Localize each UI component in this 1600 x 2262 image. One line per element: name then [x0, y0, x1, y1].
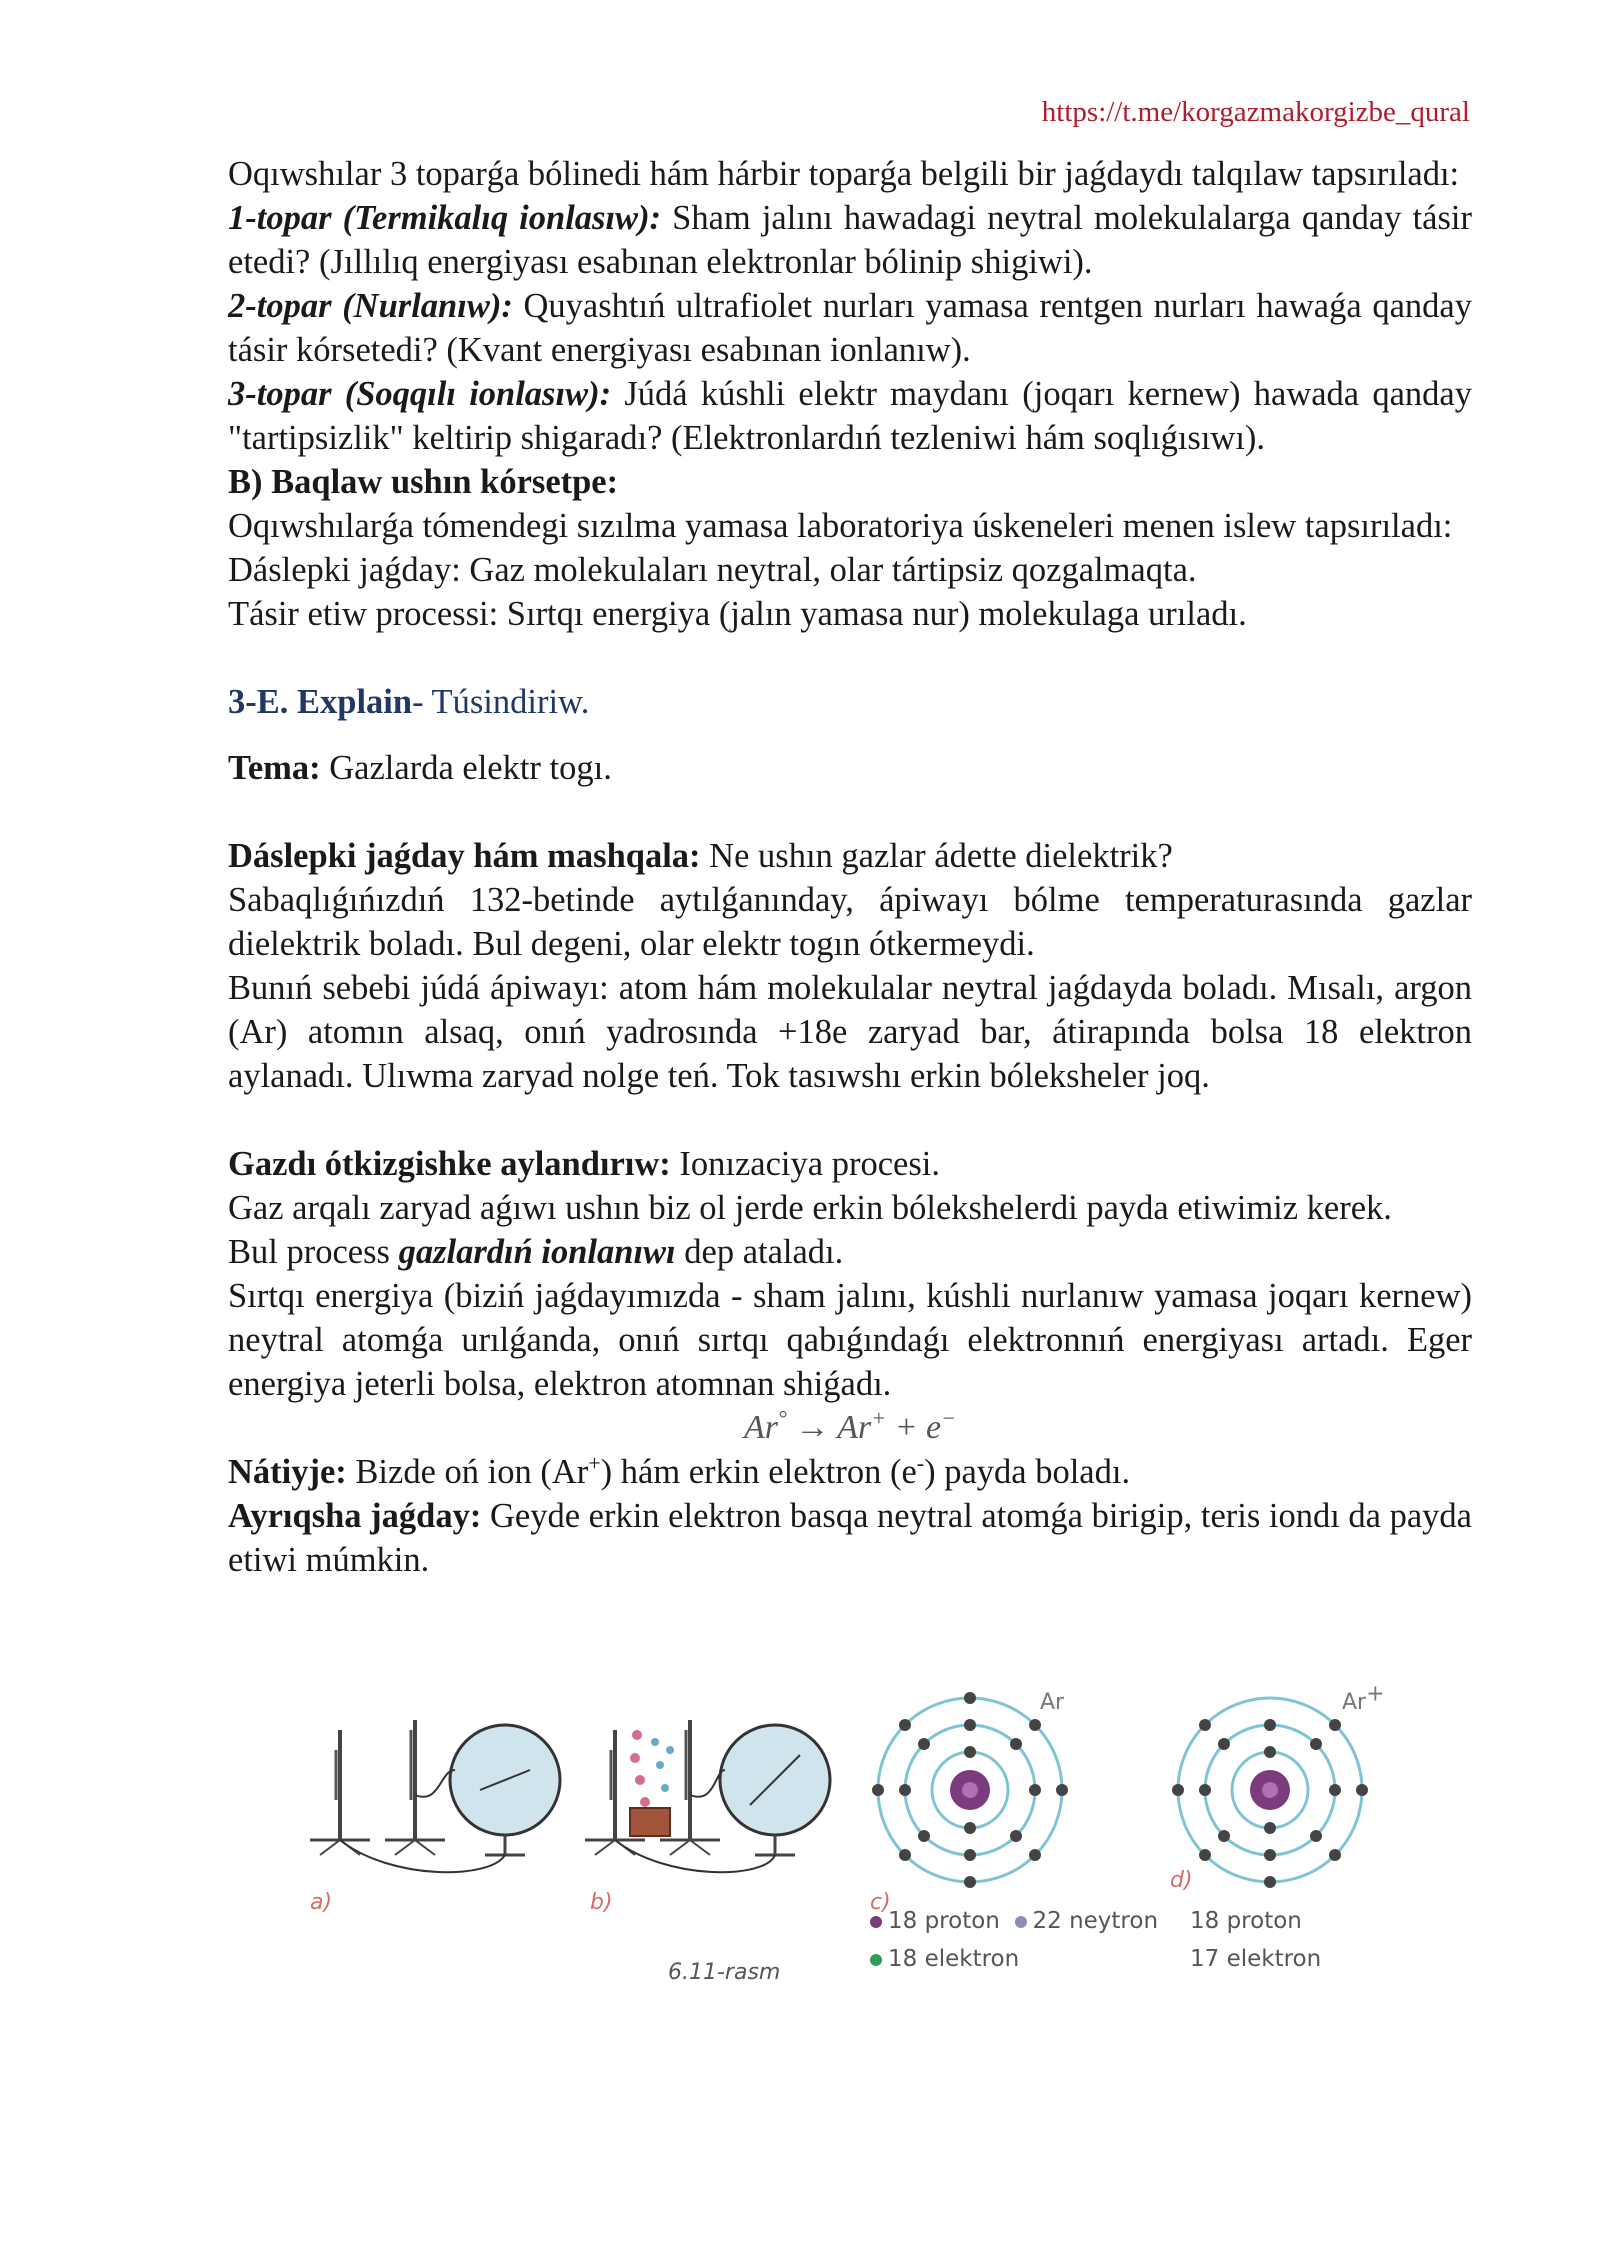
formula-electron-sup: − — [941, 1405, 956, 1431]
conversion-p3: Sırtqı energiya (biziń jaǵdayımızda - sham jalını, kúshli nurlanıw yamasa joqarı kernew) neytral atomǵa urılǵanda, onıń sırtqı qabıǵındaǵı elektronnıń energiyası artadı. Eger energiya jeterli bolsa, elektron atomnan shiǵadı. — [228, 1277, 1472, 1403]
formula-arrow: → — [786, 1409, 838, 1446]
figure-caption: 6.11-rasm — [668, 1960, 781, 1985]
argon-atom-diagram — [872, 1692, 1068, 1888]
intro-paragraph: Oqıwshılar 3 toparǵa bólinedi hám hárbir toparǵa belgili bir jaǵdaydı talqılaw tapsırıladı: — [228, 155, 1460, 193]
spacer — [228, 1098, 1472, 1142]
conversion-p2 — [228, 1230, 1472, 1274]
section-heading-rest: - Túsindiriw. — [412, 683, 590, 721]
observation-p3: Tásir etiw processi: Sırtqı energiya (jalın yamasa nur) molekulaga urıladı. — [228, 595, 1247, 633]
result-sup-1: + — [588, 1450, 601, 1476]
legend-d-row-2: 17 elektron — [1190, 1946, 1322, 1972]
conversion-p2-pre: Bul process — [228, 1233, 399, 1271]
observation-p1: Oqıwshılarǵa tómendegi sızılma yamasa laboratoriya úskeneleri menen islew tapsırıladı: — [228, 507, 1453, 545]
figure-label-b: b) — [590, 1890, 613, 1915]
group-3-text: Júdá kúshli elektr maydanı (joqarı kernew) hawada qanday "tartipsizlik" keltirip shigaradı? (Elektronlardıń tezleniwi hám soqlıǵısıwı). — [228, 375, 1472, 457]
group-2-text: Quyashtıń ultrafiolet nurları yamasa rentgen nurları hawaǵa qanday tásir kórsetedi? (Kvant energiyası esabınan ionlanıw). — [228, 287, 1472, 369]
formula-atom: Ar — [744, 1409, 779, 1446]
formula-electron: e — [926, 1409, 942, 1446]
observation-heading: B) Baqlaw ushın kórsetpe: — [228, 463, 619, 501]
result-text-1: Bizde oń ion (Ar — [346, 1453, 589, 1491]
group-3-label: 3-topar (Soqqılı ionlasıw): — [228, 375, 612, 413]
header-url[interactable]: https://t.me/korgazmakorgizbe_qural — [1041, 96, 1470, 128]
conversion-p1: Gaz arqalı zaryad aǵıwı ushın biz ol jerde erkin bólekshelerdi payda etiwimiz kerek. — [228, 1189, 1392, 1227]
spacer — [228, 724, 1472, 746]
legend-c-row-2 — [870, 1946, 1019, 1972]
theme-line — [228, 746, 1472, 790]
result-text-2: ) hám erkin elektron (e — [600, 1453, 917, 1491]
problem-label: Dáslepki jaǵday hám mashqala: — [228, 837, 701, 875]
conversion-p2-post: dep ataladı. — [675, 1233, 844, 1271]
argon-ion-diagram — [1172, 1698, 1368, 1888]
problem-p2: Bunıń sebebi júdá ápiwayı: atom hám molekulalar neytral jaǵdayda boladı. Mısalı, argon (Ar) atomın alsaq, onıń yadrosında +18e zaryad bar, átirapında bolsa 18 elektron aylanadı. Ulıwma zaryad nolge teń. Tok tasıwshı erkin bóleksheler joq. — [228, 969, 1472, 1095]
theme-text: Gazlarda elektr togı. — [320, 749, 612, 787]
formula-ion-sup: + — [871, 1405, 887, 1431]
spacer — [228, 636, 1472, 680]
group-3 — [228, 372, 1472, 460]
conversion-label-rest: Ionızaciya procesi. — [670, 1145, 940, 1183]
result-sup-2: - — [916, 1450, 925, 1476]
ionization-formula — [228, 1406, 1472, 1450]
electron-dot-icon — [870, 1954, 882, 1966]
observation-p2: Dáslepki jaǵday: Gaz molekulaları neytral, olar tártipsiz qozgalmaqta. — [228, 551, 1197, 589]
legend-c-proton: 18 proton — [888, 1908, 1000, 1934]
legend-c-row-1 — [870, 1908, 1158, 1934]
conversion-label: Gazdı ótkizgishke aylandırıw: — [228, 1145, 671, 1183]
special-label: Ayrıqsha jaǵday: — [228, 1497, 482, 1535]
atom-d-charge: + — [1366, 1681, 1385, 1707]
proton-dot-icon — [870, 1916, 882, 1928]
formula-ion: Ar — [837, 1409, 872, 1446]
spacer — [228, 790, 1472, 834]
conversion-line — [228, 1142, 1472, 1186]
group-1-text: Sham jalını hawadagi neytral molekulalarga qanday tásir etedi? (Jıllılıq energiyası esabınan elektronlar bólinip shigiwi). — [228, 199, 1472, 281]
neutron-dot-icon — [1015, 1916, 1027, 1928]
body-text — [228, 152, 1472, 1582]
theme-label: Tema: — [228, 749, 321, 787]
atom-d-label — [1342, 1681, 1385, 1715]
atom-d-symbol: Ar — [1342, 1690, 1367, 1715]
figure-label-c: c) — [870, 1890, 891, 1915]
result-text-3: ) payda boladı. — [924, 1453, 1131, 1491]
result-line — [228, 1450, 1472, 1494]
group-1 — [228, 196, 1472, 284]
electroscope-apparatus-b — [585, 1720, 830, 1872]
problem-p1: Sabaqlıǵıńızdıń 132-betinde aytılǵanınday, ápiwayı bólme temperaturasında gazlar dielektrik boladı. Bul degeni, olar elektr togın ótkermeydi. — [228, 881, 1472, 963]
electroscope-apparatus-a — [310, 1720, 560, 1872]
atom-c-label: Ar — [1040, 1690, 1065, 1715]
problem-line — [228, 834, 1472, 878]
problem-question: Ne ushın gazlar ádette dielektrik? — [700, 837, 1173, 875]
figure-label-d: d) — [1170, 1868, 1193, 1893]
section-heading — [228, 680, 1472, 724]
legend-c-neutron: 22 neytron — [1032, 1908, 1159, 1934]
figure-6-11 — [290, 1681, 1430, 2010]
legend-c-electron: 18 elektron — [888, 1946, 1020, 1972]
section-heading-bold: 3-E. Explain — [228, 683, 413, 721]
special-line — [228, 1494, 1472, 1582]
group-2 — [228, 284, 1472, 372]
figure-label-a: a) — [310, 1890, 333, 1915]
special-text: Geyde erkin elektron basqa neytral atomǵa birigip, teris iondı da payda etiwi múmkin. — [228, 1497, 1472, 1579]
legend-d-row-1: 18 proton — [1190, 1908, 1302, 1934]
group-2-label: 2-topar (Nurlanıw): — [228, 287, 513, 325]
formula-atom-sup: ° — [778, 1405, 787, 1431]
result-label: Nátiyje: — [228, 1453, 347, 1491]
formula-plus: + — [886, 1409, 927, 1446]
conversion-p2-emphasis: gazlardıń ionlanıwı — [398, 1233, 676, 1271]
group-1-label: 1-topar (Termikalıq ionlasıw): — [228, 199, 662, 237]
